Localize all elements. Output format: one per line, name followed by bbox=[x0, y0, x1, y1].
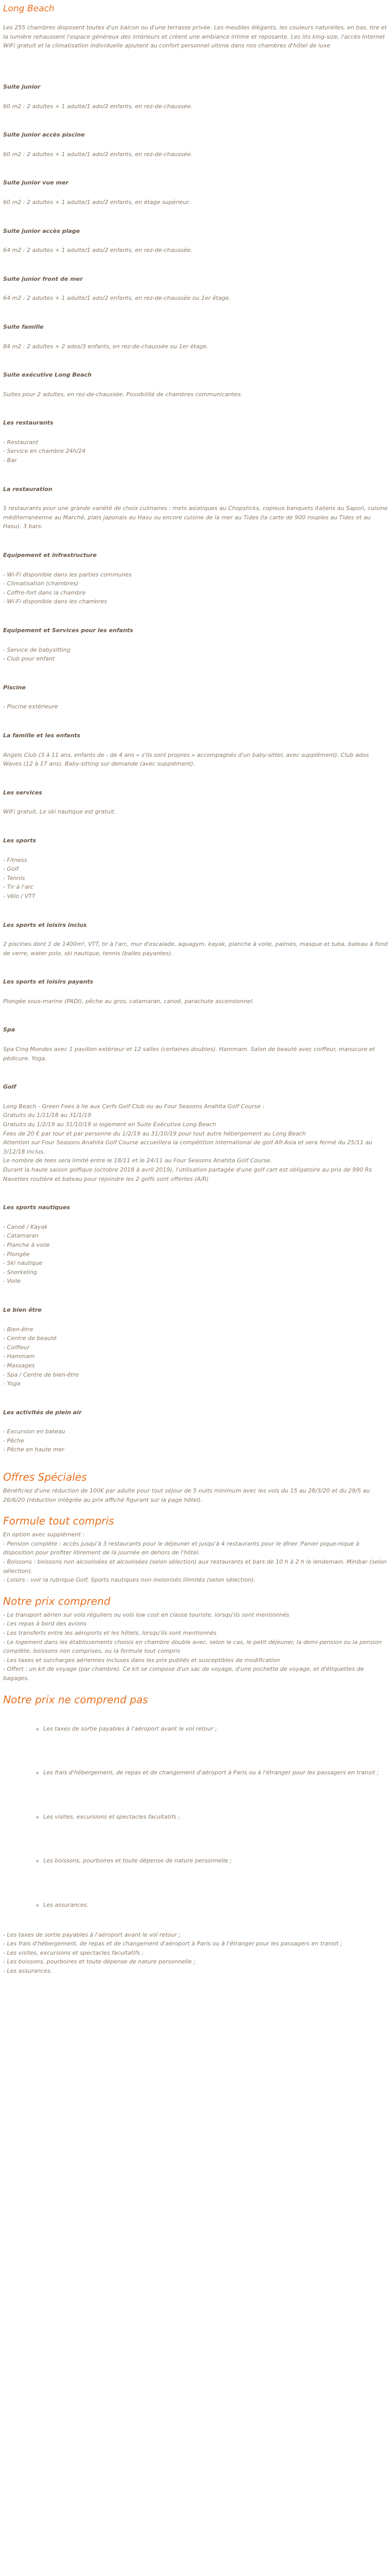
famille-title: La famille et les enfants bbox=[3, 732, 80, 739]
spa-text: Spa Cinq Mondes avec 1 pavillon extérieur et 12 salles (certaines doubles). Hammam. Salon de beauté avec coiffeur, manucure et pédicure. Yoga. bbox=[3, 1046, 375, 1062]
offres-text: Bénéficiez d'une réduction de 100€ par adulte pour tout séjour de 5 nuits minimum avec les vols du 15 au 28/3/20 et du 29/5 au 26/6/20 (réduction intégrée au prix affiché figurant sur la page hôtel). bbox=[3, 1487, 370, 1503]
list-item: - Bien-être bbox=[3, 1326, 34, 1333]
prix-line: - Les taxes et surcharges aériennes incluses dans les prix publiés et susceptibles de modification bbox=[3, 1656, 280, 1664]
golf-line: Navettes routière et bateau pour rejoindre les 2 golfs sont offertes (A/R) bbox=[3, 1175, 209, 1182]
piscine-title: Piscine bbox=[3, 684, 26, 691]
room-title: Suite junior front de mer bbox=[3, 275, 83, 282]
list-item: - Bar bbox=[3, 457, 17, 464]
list-item: - Golf bbox=[3, 866, 19, 873]
piscine-list bbox=[3, 702, 388, 711]
list-item: - Plongée bbox=[3, 1250, 30, 1258]
room-title: Suite exécutive Long Beach bbox=[3, 371, 92, 379]
services-text: WiFi gratuit. Le ski nautique est gratuit. bbox=[3, 808, 116, 816]
list-item: - Spa / Centre de bien-être bbox=[3, 1371, 79, 1378]
formule-line: En option avec supplément : bbox=[3, 1531, 85, 1538]
offres-title: Offres Spéciales bbox=[3, 1471, 87, 1484]
list-item: - Climatisation (chambres) bbox=[3, 580, 79, 587]
golf-line: Gratuits du 1/2/19 au 31/10/19 si logement en Suite Exécutive Long Beach bbox=[3, 1121, 216, 1128]
golf-title: Golf bbox=[3, 1083, 17, 1091]
prix-pas-line: - Les taxes de sortie payables à l'aéroport avant le vol retour ; bbox=[3, 1931, 181, 1938]
room-section bbox=[3, 227, 388, 255]
room-section bbox=[3, 370, 388, 399]
bienetre-list bbox=[3, 1325, 388, 1388]
room-section bbox=[3, 323, 388, 351]
formule-title: Formule tout compris bbox=[3, 1515, 114, 1528]
list-item: - Fitness bbox=[3, 856, 27, 863]
golf-line: Fees de 20 € par tour et par personne du 1/2/19 au 31/10/19 pour tout autre hébergement au Long Beach bbox=[3, 1130, 306, 1137]
enfants-title: Equipement et Services pour les enfants bbox=[3, 627, 134, 634]
prix-line: - Le logement dans les établissements choisis en chambre double avec, selon le cas, le petit déjeuner, la demi-pension ou la pension complète, boissons non comprises, ou la formule tout compris bbox=[3, 1638, 382, 1655]
sports-title: Les sports bbox=[3, 837, 37, 844]
room-title: Suite junior accès piscine bbox=[3, 131, 85, 139]
prix-comprend-title: Notre prix comprend bbox=[3, 1595, 110, 1607]
room-title: Suite famille bbox=[3, 323, 44, 330]
sports-payants-text: Plongée sous-marine (PADI), pêche au gros, catamaran, canoë, parachute ascensionnel. bbox=[3, 997, 254, 1005]
sports-loisirs-title: Les sports et loisirs inclus bbox=[3, 921, 87, 928]
famille-text: Angels Club (3 à 11 ans, enfants de - de 4 ans « s'ils sont propres » accompagnés d'un baby-sitter, avec supplément). Club ados Waves (12 à 17 ans). Baby-sitting sur demande (avec supplément). bbox=[3, 751, 369, 768]
room-desc: 60 m2 : 2 adultes + 1 adulte/1 ado/2 enfants, en étage supérieur. bbox=[3, 198, 190, 206]
list-item: - Hammam bbox=[3, 1353, 35, 1360]
formule-line: - Boissons : boissons non alcoolisées et alcoolisées (selon sélection) aux restaurants et bars de 10 h à 2 h le lendemain. Minibar (selon sélection). bbox=[3, 1558, 387, 1574]
list-item: - Pêche en haute mer bbox=[3, 1446, 64, 1453]
equipement-title: Equipement et infrastructure bbox=[3, 552, 97, 559]
services-title: Les services bbox=[3, 789, 42, 796]
list-item: - Coffre-fort dans la chambre bbox=[3, 589, 86, 596]
prix-pas-line: - Les visites, excursions et spectacles facultatifs ; bbox=[3, 1949, 144, 1956]
prix-line: - Offert : un kit de voyage (par chambre). Ce kit se compose d'un sac de voyage, d'une pochette de voyage, et d'étiquettes de bagages. bbox=[3, 1666, 364, 1682]
list-item: - Vélo / VTT bbox=[3, 892, 36, 900]
prix-comprend-pas-title: Notre prix ne comprend pas bbox=[3, 1693, 148, 1706]
list-item: - Centre de beauté bbox=[3, 1335, 57, 1342]
restauration-title: La restauration bbox=[3, 485, 53, 493]
prix-pas-line: - Les frais d'hébergement, de repas et de changement d'aéroport à Paris ou à l'étranger pour les passagers en transit ; bbox=[3, 1940, 343, 1947]
list-item: - Voile bbox=[3, 1278, 21, 1285]
prix-pas-line: - Les assurances. bbox=[3, 1967, 53, 1974]
list-item: - Restaurant bbox=[3, 438, 39, 446]
formule-line: - Pension complète : accès jusqu'à 3 restaurants pour le déjeuner et jusqu'à 4 restaurants pour le dîner. Panier pique-nique à disposition pour profiter librement de la journée en dehors de l'hôtel. bbox=[3, 1540, 360, 1556]
golf-text bbox=[3, 1102, 388, 1183]
nautiques-list bbox=[3, 1223, 388, 1286]
list-item: - Snorkeling bbox=[3, 1268, 37, 1276]
nautiques-title: Les sports nautiques bbox=[3, 1204, 70, 1211]
room-desc: Suites pour 2 adultes, en rez-de-chaussée. Possibilité de chambres communicantes. bbox=[3, 391, 242, 398]
sports-list bbox=[3, 856, 388, 901]
page-title: Long Beach bbox=[3, 4, 55, 14]
formule-text bbox=[3, 1530, 388, 1585]
prix-comprend-pas-text bbox=[3, 1930, 388, 1976]
bienetre-title: Le bien être bbox=[3, 1306, 42, 1313]
list-item: - Excursion en bateau bbox=[3, 1428, 66, 1435]
list-item: - Wi-Fi disponible dans les chambres bbox=[3, 598, 107, 605]
list-item: - Piscine extérieure bbox=[3, 703, 58, 710]
golf-line: Attention sur Four Seasons Anahita Golf Course accueillera la compétition international de golf Afr.Asia et sera fermé du 25/11 au 3/12/18 inclus. bbox=[3, 1139, 372, 1155]
golf-line: Long Beach - Green Fees à lie aux Cerfs Golf Club ou au Four Seasons Anahita Golf Course : bbox=[3, 1103, 265, 1110]
list-item: - Ski nautique bbox=[3, 1260, 43, 1267]
list-item: - Club pour enfant bbox=[3, 655, 55, 663]
list-item: ◦ Les boissons, pourboires et toute dépense de nature personnelle ; bbox=[43, 1856, 388, 1866]
sports-payants-title: Les sports et loisirs payants bbox=[3, 978, 93, 986]
list-item: - Canoë / Kayak bbox=[3, 1223, 48, 1230]
formule-line: - Loisirs : voir la rubrique Golf, Sports nautiques non motorisés illimités (selon sélection). bbox=[3, 1577, 256, 1584]
list-item: ◦ Les visites, excursions et spectacles facultatifs ; bbox=[43, 1812, 388, 1822]
room-title: Suite junior accès plage bbox=[3, 227, 80, 234]
prix-line: - Les transferts entre les aéroports et les hôtels, lorsqu'ils sont mentionnés bbox=[3, 1630, 217, 1636]
list-item: - Wi-Fi disponible dans les parties communes bbox=[3, 571, 132, 578]
list-item: - Tennis bbox=[3, 874, 25, 882]
list-item: - Coiffeur bbox=[3, 1344, 30, 1351]
prix-comprend-text bbox=[3, 1611, 388, 1683]
prix-pas-line: - Les boissons, pourboires et toute dépense de nature personnelle ; bbox=[3, 1958, 196, 1965]
prix-line: - Le transport aérien sur vols réguliers ou vols low cost en classe touriste, lorsqu'ils sont mentionnés bbox=[3, 1611, 289, 1618]
room-section bbox=[3, 178, 388, 207]
sports-loisirs-text: 2 piscines dont 1 de 1400m², VTT, tir à l'arc, mur d'escalade, aquagym, kayak, planche à voile, palmes, masque et tuba, bateau à fond de verre, water polo, ski nautique, tennis (balles payantes). bbox=[3, 941, 388, 957]
golf-line: Durant la haute saison golfique (octobre 2018 à avril 2019), l'utilisation partagée d'une golf cart est obligatoire au prix de 990 Rs bbox=[3, 1166, 372, 1173]
list-item: ◦ Les taxes de sortie payables à l'aéroport avant le vol retour ; bbox=[43, 1724, 388, 1734]
equipement-list bbox=[3, 570, 388, 606]
list-item: - Planche à voile bbox=[3, 1241, 50, 1248]
list-item: - Pêche bbox=[3, 1437, 24, 1444]
golf-line: Gratuits du 1/11/18 au 31/1/19 bbox=[3, 1112, 91, 1119]
list-item: - Tir à l'arc bbox=[3, 884, 34, 891]
prix-line: - Les repas à bord des avions bbox=[3, 1620, 87, 1628]
list-item: - Catamaran bbox=[3, 1232, 39, 1240]
list-item: - Yoga bbox=[3, 1380, 21, 1387]
restaurants-title: Les restaurants bbox=[3, 419, 54, 427]
restaurants-list bbox=[3, 438, 388, 465]
list-item: - Service en chambre 24h/24 bbox=[3, 448, 86, 455]
pleinair-list bbox=[3, 1427, 388, 1454]
list-item: ◦ Les frais d'hébergement, de repas et de changement d'aéroport à Paris ou à l'étranger pour les passagers en transit ; bbox=[43, 1768, 388, 1777]
restauration-text: 5 restaurants pour une grande variété de choix culinaires : mets asiatiques au Chopsticks, copieux banquets italiens au Sapori, cuisine méditerranéenne au Marché, plats japonais au Hasu ou encore cuisine de la mer au Tides (la carte de 900 roupies au Tides et au Hasu). 3 bars. bbox=[3, 505, 388, 530]
room-desc: 60 m2 : 2 adultes + 1 adulte/1 ado/2 enfants, en rez-de-chaussée. bbox=[3, 150, 192, 158]
spa-title: Spa bbox=[3, 1026, 15, 1033]
list-item: - Service de babysitting bbox=[3, 646, 71, 653]
intro-text: Les 255 chambres disposent toutes d'un balcon ou d'une terrasse privée. Les meubles élégants, les couleurs naturelles, en bas, tire et la lumière rehaussent l'espace généreux des intérieurs et créent une ambiance intime et reposante. Les lits king-size, l'accès Internet WiFi gratuit et la climatisation individuelle ajoutent au confort personnel ultime dans nos chambres d'hôtel de luxe bbox=[3, 24, 387, 49]
golf-line: Le nombre de tees sera limité entre le 18/11 et le 24/11 au Four Seasons Anahita Golf Course. bbox=[3, 1157, 272, 1164]
room-title: Suite junior vue mer bbox=[3, 179, 69, 187]
room-desc: 64 m2 : 2 adultes + 1 adulte/1 ado/2 enfants, en rez-de-chaussée. bbox=[3, 247, 192, 254]
room-desc: 64 m2 : 2 adultes + 1 adulte/1 ado/2 enfants, en rez-de-chaussée ou 1er étage. bbox=[3, 295, 231, 302]
room-desc: 60 m2 : 2 adultes + 1 adulte/1 ado/2 enfants, en rez-de-chaussée. bbox=[3, 103, 192, 110]
room-desc: 84 m2 : 2 adultes + 2 ados/3 enfants, en rez-de-chaussée ou 1er étage. bbox=[3, 343, 208, 350]
room-title: Suite junior bbox=[3, 83, 41, 90]
room-section bbox=[3, 82, 388, 111]
enfants-list bbox=[3, 646, 388, 664]
room-section bbox=[3, 275, 388, 303]
pleinair-title: Les activités de plein air bbox=[3, 1409, 82, 1416]
list-item: - Massages bbox=[3, 1362, 35, 1369]
list-item: ◦ Les assurances. bbox=[43, 1901, 388, 1910]
room-section bbox=[3, 130, 388, 159]
prix-comprend-pas-bullets bbox=[3, 1724, 388, 1910]
